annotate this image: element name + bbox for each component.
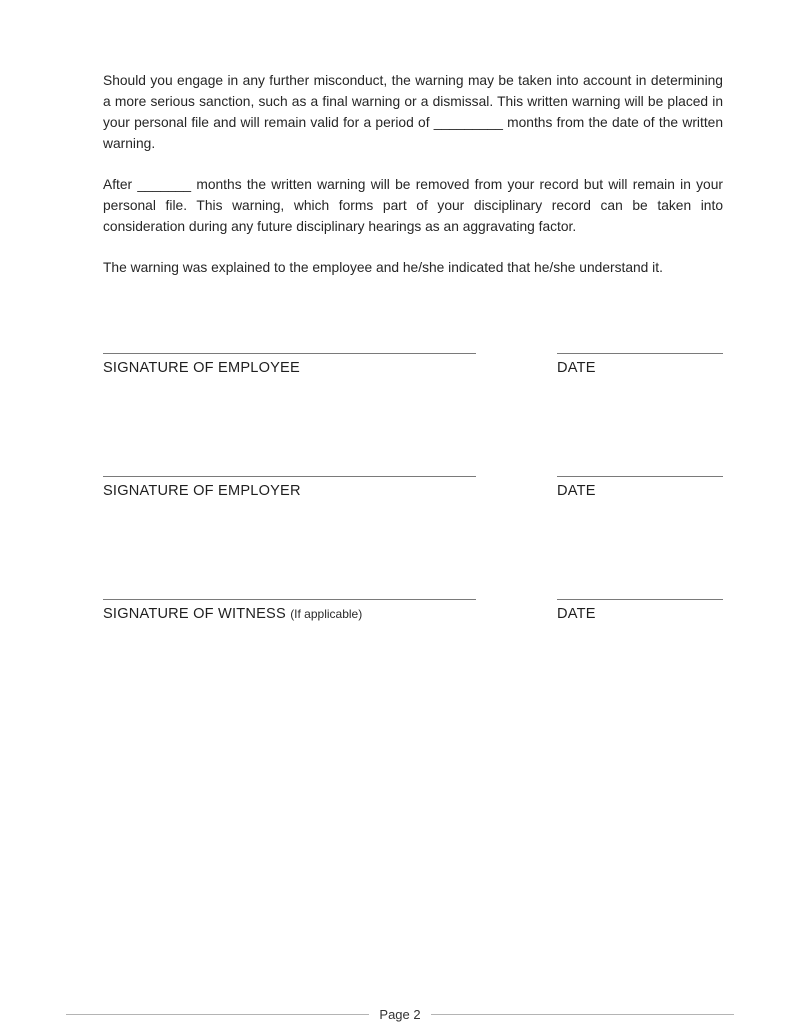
signature-label-note: (If applicable)	[290, 607, 363, 621]
document-content	[103, 70, 723, 721]
footer-rule-right	[431, 1014, 734, 1015]
employee-signature-label	[103, 360, 557, 376]
page-number: Page 2	[379, 1007, 421, 1022]
employer-signature-label	[103, 483, 557, 499]
paragraph-removal-period: After _______ months the written warning will be removed from your record but will remain in your personal file. This warning, which forms part of your disciplinary record can be taken into consideration during any future disciplinary hearings as an aggravating factor.	[103, 177, 723, 234]
signature-area	[103, 352, 723, 622]
signature-block-witness	[103, 598, 723, 622]
footer-rule-left	[66, 1014, 369, 1015]
employee-date-label: DATE	[557, 360, 596, 376]
paragraph-warning-explained: The warning was explained to the employee and he/she indicated that he/she understand it.	[103, 260, 663, 275]
employer-signature-line	[103, 475, 476, 477]
signature-block-employee	[103, 352, 723, 376]
employer-date-label: DATE	[557, 483, 596, 499]
witness-date-line	[557, 598, 723, 600]
employee-signature-line	[103, 352, 476, 354]
page-footer	[66, 1007, 734, 1022]
witness-signature-label	[103, 606, 557, 622]
paragraph-further-misconduct: Should you engage in any further misconduct, the warning may be taken into account in determining a more serious sanction, such as a final warning or a dismissal. This written warning will be placed in your personal file and will remain valid for a period of _________ months from the date of the written warning.	[103, 73, 723, 151]
signature-label-text: SIGNATURE OF WITNESS	[103, 606, 286, 622]
signature-label-text: SIGNATURE OF EMPLOYER	[103, 483, 301, 499]
employer-date-line	[557, 475, 723, 477]
witness-date-label: DATE	[557, 606, 596, 622]
witness-signature-line	[103, 598, 476, 600]
employee-date-line	[557, 352, 723, 354]
signature-block-employer	[103, 475, 723, 499]
signature-label-text: SIGNATURE OF EMPLOYEE	[103, 360, 300, 376]
